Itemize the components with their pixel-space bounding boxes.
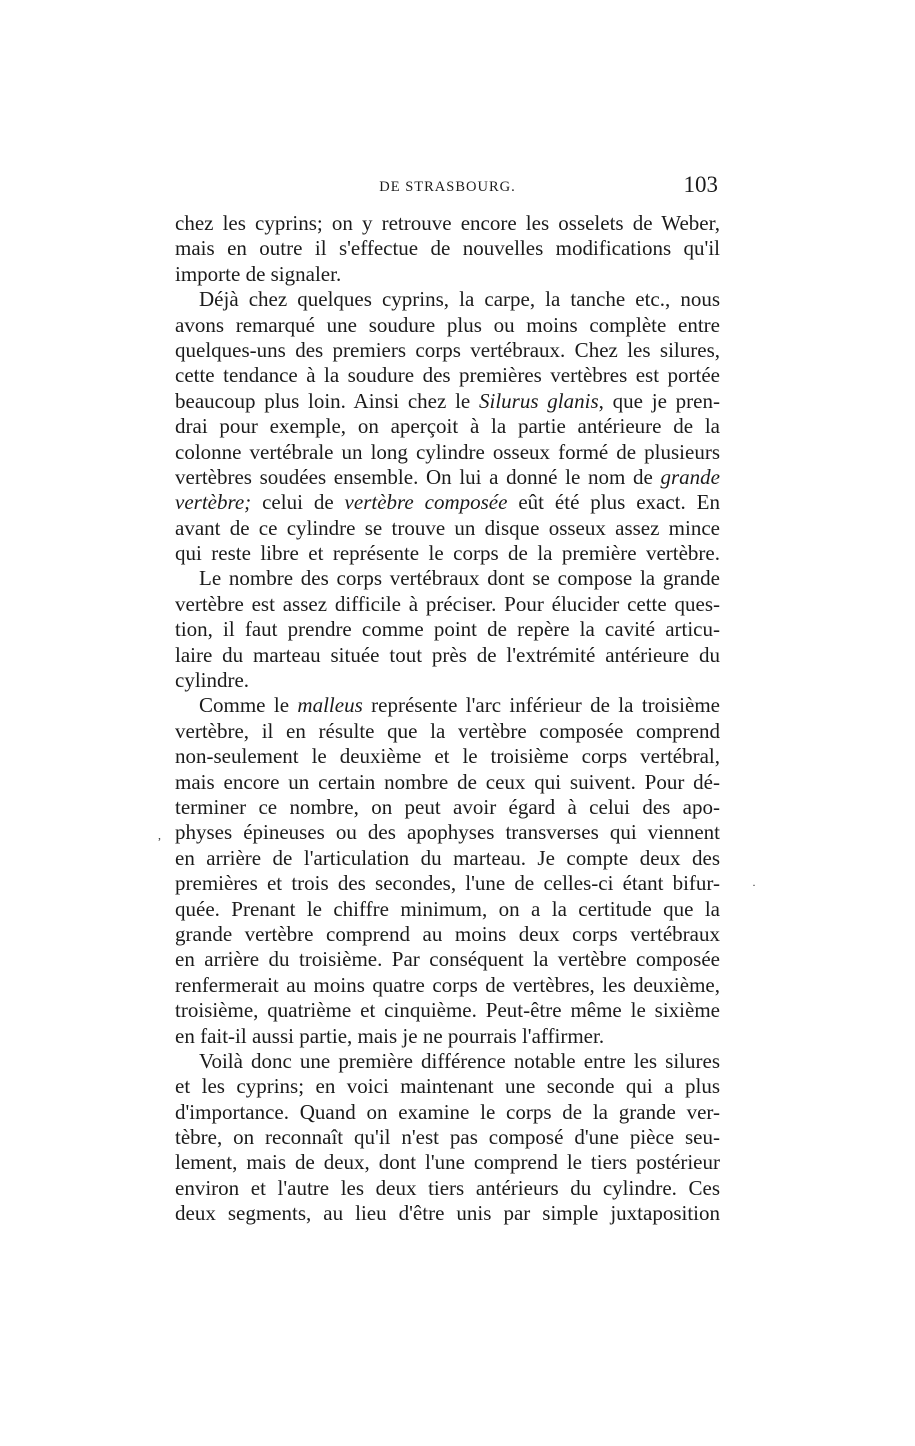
text-segment: , que je pren-: [598, 388, 720, 413]
text-segment: grande vertèbre comprend au moins deux corps vertébraux: [175, 921, 720, 946]
text-line: [175, 719, 720, 744]
text-line: [175, 998, 720, 1023]
text-segment: Déjà chez quelques cyprins, la carpe, la tanche etc., nous: [199, 287, 720, 312]
text-segment: et les cyprins; en voici maintenant une seconde qui a plus: [175, 1074, 720, 1099]
text-line: [175, 846, 720, 871]
text-segment: environ et l'autre les deux tiers antérieurs du cylindre. Ces: [175, 1175, 720, 1200]
text-line: [175, 643, 720, 668]
text-line: [175, 668, 720, 693]
text-line: [175, 236, 720, 261]
running-head: [175, 172, 720, 202]
text-line: [175, 744, 720, 769]
text-segment: Comme le: [199, 693, 298, 718]
text-line: [175, 871, 720, 896]
text-line: [175, 770, 720, 795]
text-line: [175, 922, 720, 947]
running-title: DE STRASBOURG.: [379, 179, 516, 195]
text-segment: avant de ce cylindre se trouve un disque osseux assez mince: [175, 515, 720, 540]
text-line: [175, 414, 720, 439]
text-segment: en arrière de l'articulation du marteau. Je compte deux des: [175, 845, 720, 870]
text-line: [175, 363, 720, 388]
text-segment: vertèbre, il en résulte que la vertèbre composée comprend: [175, 718, 720, 743]
text-segment: importe de signaler.: [175, 261, 342, 286]
body-text: [175, 211, 720, 1227]
text-line: [175, 262, 720, 287]
text-segment: tèbre, on reconnaît qu'il n'est pas composé d'une pièce seu-: [175, 1125, 720, 1150]
text-line: [175, 1150, 720, 1175]
text-segment: chez les cyprins; on y retrouve encore les osselets de Weber,: [175, 211, 720, 235]
text-segment: vertèbre est assez difficile à préciser. Pour élucider cette ques-: [175, 591, 720, 616]
text-line: [175, 516, 720, 541]
text-segment: premières et trois des secondes, l'une de celles-ci étant bifur-: [175, 871, 720, 896]
text-segment: représente l'arc inférieur de la troisième: [362, 693, 720, 718]
text-segment: tion, il faut prendre comme point de repère la cavité articu-: [175, 617, 720, 642]
text-line: [175, 541, 720, 566]
text-line: [175, 947, 720, 972]
text-segment: avons remarqué une soudure plus ou moins complète entre: [175, 312, 720, 337]
text-segment: mais en outre il s'effectue de nouvelles modifications qu'il: [175, 236, 720, 261]
page-number: 103: [683, 172, 718, 197]
text-segment: quelques-uns des premiers corps vertébraux. Chez les silures,: [175, 337, 720, 362]
text-line: [175, 693, 720, 718]
text-line: [175, 389, 720, 414]
text-line: [175, 566, 720, 591]
text-segment: eût été plus exact. En: [507, 490, 721, 515]
text-segment: quée. Prenant le chiffre minimum, on a la certitude que la: [175, 896, 720, 921]
text-segment: qui reste libre et représente le corps de la première vertèbre.: [175, 541, 720, 566]
text-segment: d'importance. Quand on examine le corps de la grande ver-: [175, 1099, 720, 1124]
text-segment: non-seulement le deuxième et le troisième corps vertébral,: [175, 744, 720, 769]
text-line: [175, 973, 720, 998]
text-line: [175, 1125, 720, 1150]
text-segment: lement, mais de deux, dont l'une comprend le tiers postérieur: [175, 1150, 720, 1175]
italic-term: vertèbre;: [175, 490, 252, 515]
text-segment: cette tendance à la soudure des premières vertèbres est portée: [175, 363, 720, 388]
text-segment: deux segments, au lieu d'être unis par simple juxtaposition: [175, 1201, 720, 1226]
text-segment: en fait-il aussi partie, mais je ne pourrais l'affirmer.: [175, 1023, 605, 1048]
text-segment: Voilà donc une première différence notable entre les silures: [199, 1048, 720, 1073]
text-segment: colonne vertébrale un long cylindre osseux formé de plusieurs: [175, 439, 720, 464]
text-segment: mais encore un certain nombre de ceux qui suivent. Pour dé-: [175, 769, 720, 794]
text-segment: celui de: [251, 490, 345, 515]
text-line: [175, 795, 720, 820]
text-line: [175, 1176, 720, 1201]
text-segment: laire du marteau située tout près de l'extrémité antérieure du: [175, 642, 720, 667]
text-line: [175, 897, 720, 922]
text-line: [175, 617, 720, 642]
text-line: [175, 1100, 720, 1125]
text-segment: terminer ce nombre, on peut avoir égard à celui des apo-: [175, 794, 720, 819]
text-segment: physes épineuses ou des apophyses transverses qui viennent: [175, 820, 720, 845]
text-line: [175, 490, 720, 515]
text-segment: renfermerait au moins quatre corps de vertèbres, les deuxième,: [175, 972, 720, 997]
text-segment: Le nombre des corps vertébraux dont se compose la grande: [199, 566, 720, 591]
text-line: [175, 1049, 720, 1074]
text-segment: beaucoup plus loin. Ainsi chez le: [175, 388, 479, 413]
text-line: [175, 287, 720, 312]
text-line: [175, 211, 720, 236]
italic-term: malleus: [297, 693, 363, 718]
text-line: [175, 820, 720, 845]
italic-term: Silurus glanis: [479, 388, 599, 413]
text-segment: drai pour exemple, on aperçoit à la partie antérieure de la: [175, 414, 720, 439]
text-line: [175, 465, 720, 490]
text-line: [175, 338, 720, 363]
stray-ink-mark: ,: [158, 828, 161, 842]
text-line: [175, 313, 720, 338]
text-line: [175, 1201, 720, 1226]
text-segment: cylindre.: [175, 668, 250, 693]
text-segment: en arrière du troisième. Par conséquent la vertèbre composée: [175, 947, 720, 972]
text-line: [175, 440, 720, 465]
text-line: [175, 1024, 720, 1049]
text-segment: troisième, quatrième et cinquième. Peut-être même le sixième: [175, 998, 720, 1023]
italic-term: vertèbre composée: [344, 490, 508, 515]
stray-ink-mark: ·: [752, 878, 756, 892]
text-segment: vertèbres soudées ensemble. On lui a donné le nom de: [175, 464, 661, 489]
italic-term: grande: [660, 464, 720, 489]
text-line: [175, 1074, 720, 1099]
text-line: [175, 592, 720, 617]
